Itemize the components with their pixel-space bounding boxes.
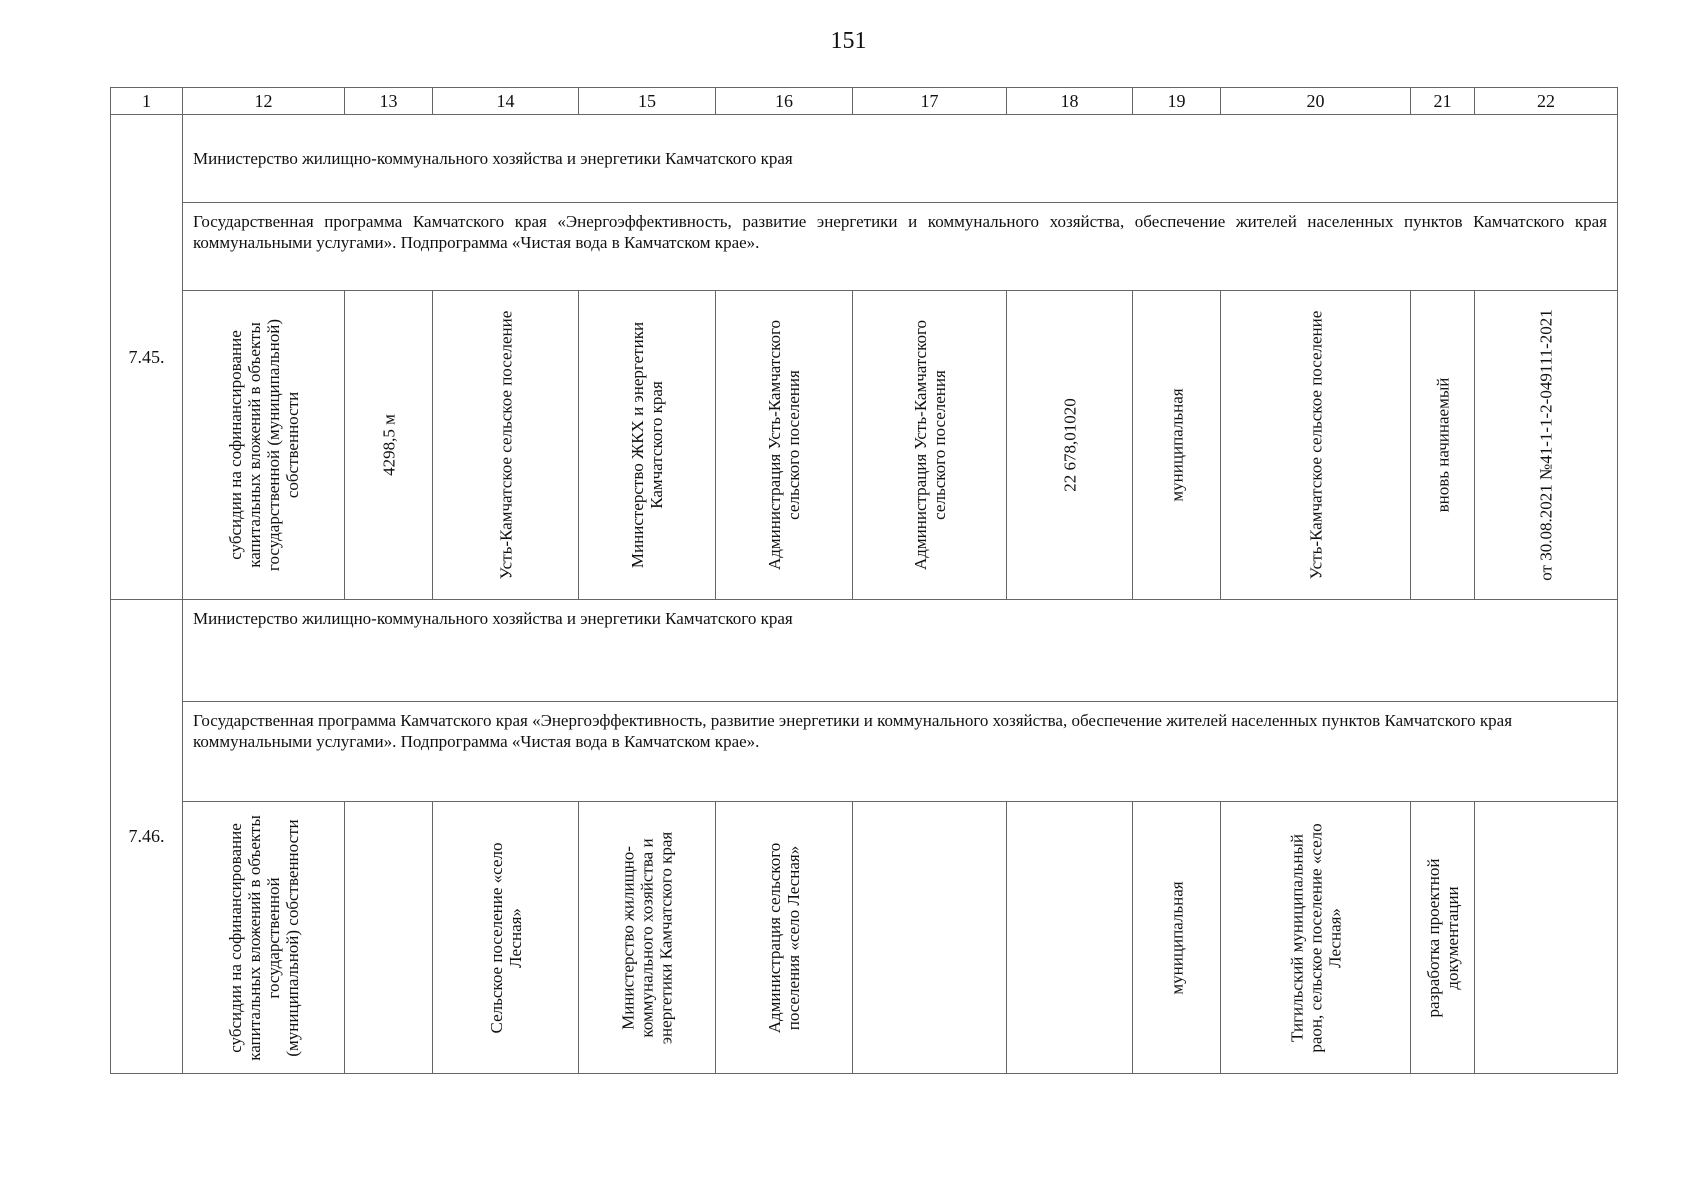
column-header: 19 [1133,88,1221,115]
column-header: 1 [111,88,183,115]
column-header: 21 [1411,88,1475,115]
column-header: 13 [345,88,433,115]
cell-18: 22 678,01020 [1007,291,1133,600]
column-header: 20 [1221,88,1411,115]
column-header: 22 [1475,88,1618,115]
table-row [111,802,1618,1074]
cell-15: Министерство ЖКХ и энергетики Камчатского края [579,291,716,600]
column-header: 18 [1007,88,1133,115]
table-row [111,702,1618,802]
cell-20: Усть-Камчатское сельское поселение [1221,291,1411,600]
table-row [111,115,1618,203]
cell-20: Тигильский муниципальный раон, сельское поселение «село Лесная» [1221,802,1411,1074]
column-header: 15 [579,88,716,115]
cell-17 [853,802,1007,1074]
column-header: 16 [716,88,853,115]
cell-12: субсидии на софинансирование капитальных вложений в объекты государственной (муниципальной) собственности [183,802,345,1074]
cell-22: от 30.08.2021 №41-1-1-2-049111-2021 [1475,291,1618,600]
cell-16: Администрация сельского поселения «село Лесная» [716,802,853,1074]
cell-13 [345,802,433,1074]
cell-19: муниципальная [1133,802,1221,1074]
cell-12: субсидии на софинансирование капитальных вложений в объекты государственной (муниципальной) собственности [183,291,345,600]
column-header: 17 [853,88,1007,115]
cell-17: Администрация Усть-Камчатского сельского поселения [853,291,1007,600]
cell-18 [1007,802,1133,1074]
cell-21: вновь начинаемый [1411,291,1475,600]
cell-13: 4298,5 м [345,291,433,600]
page-number: 151 [830,28,867,54]
cell-14: Усть-Камчатское сельское поселение [433,291,579,600]
data-table [110,87,1618,1074]
program-cell: Государственная программа Камчатского края «Энергоэффективность, развитие энергетики и коммунального хозяйства, обеспечение жителей населенных пунктов Камчатского края коммунальными услугами». Подпрограмма «Чистая вода в Камчатском крае». [183,203,1618,291]
cell-19: муниципальная [1133,291,1221,600]
cell-21: разработка проектной документации [1411,802,1475,1074]
cell-22 [1475,802,1618,1074]
table-row [111,600,1618,702]
row-number: 7.45. [111,115,183,600]
cell-16: Администрация Усть-Камчатского сельского поселения [716,291,853,600]
column-header: 12 [183,88,345,115]
column-header-row [111,88,1618,115]
table-row [111,203,1618,291]
column-header: 14 [433,88,579,115]
ministry-cell: Министерство жилищно-коммунального хозяйства и энергетики Камчатского края [183,115,1618,203]
program-cell: Государственная программа Камчатского края «Энергоэффективность, развитие энергетики и коммунального хозяйства, обеспечение жителей населенных пунктов Камчатского края коммунальными услугами». Подпрограмма «Чистая вода в Камчатском крае». [183,702,1618,802]
cell-15: Министерство жилищно-коммунального хозяйства и энергетики Камчатского края [579,802,716,1074]
ministry-cell: Министерство жилищно-коммунального хозяйства и энергетики Камчатского края [183,600,1618,702]
row-number: 7.46. [111,600,183,1074]
cell-14: Сельское поселение «село Лесная» [433,802,579,1074]
table-row [111,291,1618,600]
